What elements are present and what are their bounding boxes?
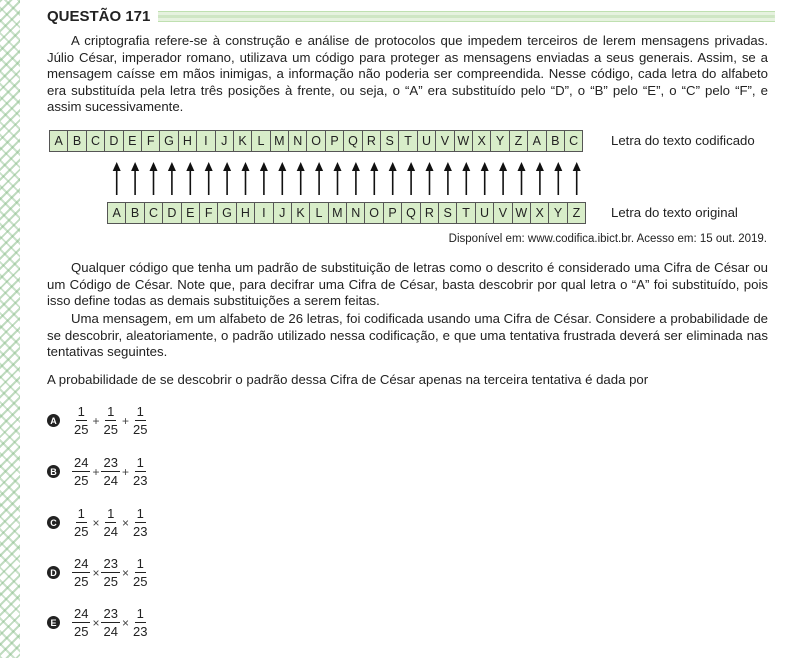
letter-cell: L: [251, 130, 270, 152]
letter-cell: P: [383, 202, 402, 224]
fraction: [72, 606, 90, 639]
letter-cell: A: [107, 202, 126, 224]
operator-symbol: +: [92, 413, 100, 428]
original-row-label: Letra do texto original: [611, 205, 738, 220]
option-c[interactable]: [47, 506, 149, 539]
fraction: [101, 556, 119, 589]
operator-symbol: +: [92, 464, 100, 479]
letter-cell: Y: [548, 202, 567, 224]
up-arrow-icon: [334, 162, 342, 195]
letter-cell: G: [159, 130, 178, 152]
fraction-denominator: 24: [103, 524, 118, 539]
operator-symbol: +: [121, 413, 129, 428]
option-d[interactable]: [47, 556, 149, 589]
operator-symbol: ×: [121, 615, 129, 630]
option-letter-badge: A: [47, 414, 60, 427]
letter-cell: B: [125, 202, 144, 224]
letter-cell: J: [215, 130, 234, 152]
letter-cell: O: [364, 202, 383, 224]
fraction-numerator: 24: [74, 556, 89, 571]
up-arrow-icon: [113, 162, 121, 195]
operator-symbol: +: [121, 464, 129, 479]
fraction: [72, 506, 90, 539]
up-arrow-icon: [242, 162, 250, 195]
letter-cell: V: [493, 202, 512, 224]
letter-cell: O: [306, 130, 325, 152]
fraction-numerator: 1: [136, 606, 144, 621]
fraction-denominator: 24: [103, 624, 118, 639]
fraction-numerator: 23: [103, 606, 118, 621]
coded-row-label: Letra do texto codificado: [611, 133, 755, 148]
letter-cell: A: [49, 130, 68, 152]
up-arrow-icon: [554, 162, 562, 195]
up-arrow-icon: [518, 162, 526, 195]
up-arrow-icon: [186, 162, 194, 195]
fraction-denominator: 25: [74, 624, 89, 639]
coded-letters-row: [49, 130, 583, 152]
letter-cell: N: [288, 130, 307, 152]
fraction-numerator: 1: [136, 404, 144, 419]
up-arrow-icon: [499, 162, 507, 195]
question-prompt: A probabilidade de se descobrir o padrão dessa Cifra de César apenas na terceira tentativa é dada por: [47, 372, 649, 387]
letter-cell: H: [236, 202, 255, 224]
fraction-numerator: 1: [107, 404, 115, 419]
letter-cell: E: [123, 130, 142, 152]
fraction-denominator: 23: [132, 473, 148, 488]
fraction: [101, 606, 119, 639]
paragraph-2: Qualquer código que tenha um padrão de substituição de letras como o descrito é considerado uma Cifra de César ou um Código de César. Note que, para decifrar uma Cifra de César, basta descobrir por qual letra o “A” foi substituído, pois isso define todas as demais substituições a serem feitas.: [47, 260, 768, 309]
question-title: QUESTÃO 171: [47, 7, 151, 25]
header-rule: [158, 11, 775, 22]
up-arrow-icon: [444, 162, 452, 195]
up-arrow-icon: [260, 162, 268, 195]
question-header: [47, 6, 775, 26]
letter-cell: E: [181, 202, 200, 224]
option-letter-badge: D: [47, 566, 60, 579]
letter-cell: I: [254, 202, 273, 224]
letter-cell: Y: [490, 130, 509, 152]
operator-symbol: ×: [92, 515, 100, 530]
fraction: [131, 606, 149, 639]
letter-cell: Z: [509, 130, 528, 152]
letter-cell: B: [546, 130, 565, 152]
letter-cell: R: [362, 130, 381, 152]
up-arrow-icon: [150, 162, 158, 195]
fraction: [101, 506, 119, 539]
fraction-denominator: 25: [74, 422, 89, 437]
letter-cell: S: [438, 202, 457, 224]
letter-cell: S: [380, 130, 399, 152]
fraction-denominator: 24: [103, 473, 118, 488]
letter-cell: M: [328, 202, 347, 224]
fraction-numerator: 1: [77, 404, 85, 419]
operator-symbol: ×: [121, 515, 129, 530]
up-arrow-icon: [352, 162, 360, 195]
letter-cell: D: [162, 202, 181, 224]
up-arrow-icon: [481, 162, 489, 195]
paragraph-3: Uma mensagem, em um alfabeto de 26 letras, foi codificada usando uma Cifra de César. Considere a probabilidade de se descobrir, aleatoriamente, o padrão utilizado nessa codificação, e que uma tentativa frustrada deverá ser eliminada nas tentativas seguintes.: [47, 311, 768, 360]
decorative-margin-strip: [0, 0, 20, 658]
letter-cell: I: [196, 130, 215, 152]
letter-cell: Z: [567, 202, 586, 224]
fraction-numerator: 1: [77, 506, 85, 521]
fraction-numerator: 24: [74, 606, 89, 621]
fraction: [101, 404, 119, 437]
letter-cell: F: [199, 202, 218, 224]
letter-cell: F: [141, 130, 160, 152]
fraction-numerator: 1: [136, 506, 144, 521]
fraction-numerator: 1: [107, 506, 115, 521]
letter-cell: V: [435, 130, 454, 152]
letter-cell: C: [144, 202, 163, 224]
letter-cell: U: [417, 130, 436, 152]
up-arrow-icon: [278, 162, 286, 195]
letter-cell: W: [512, 202, 531, 224]
fraction-denominator: 25: [132, 422, 148, 437]
fraction-numerator: 23: [103, 455, 118, 470]
up-arrow-icon: [370, 162, 378, 195]
letter-cell: W: [454, 130, 473, 152]
letter-cell: A: [527, 130, 546, 152]
up-arrow-icon: [315, 162, 323, 195]
option-b[interactable]: [47, 455, 149, 488]
fraction-denominator: 25: [103, 422, 118, 437]
up-arrow-icon: [168, 162, 176, 195]
letter-cell: X: [530, 202, 549, 224]
letter-cell: P: [325, 130, 344, 152]
fraction-denominator: 25: [74, 574, 89, 589]
letter-cell: C: [86, 130, 105, 152]
up-arrow-icon: [573, 162, 581, 195]
letter-cell: J: [273, 202, 292, 224]
letter-cell: U: [475, 202, 494, 224]
letter-cell: L: [309, 202, 328, 224]
fraction-denominator: 23: [132, 524, 148, 539]
letter-cell: Q: [343, 130, 362, 152]
fraction-denominator: 25: [74, 524, 89, 539]
letter-cell: T: [398, 130, 417, 152]
option-letter-badge: C: [47, 516, 60, 529]
letter-cell: N: [346, 202, 365, 224]
original-letters-row: [107, 202, 586, 224]
fraction-numerator: 1: [136, 556, 144, 571]
up-arrow-icon: [536, 162, 544, 195]
fraction-denominator: 25: [74, 473, 89, 488]
fraction: [131, 556, 149, 589]
source-citation: Disponível em: www.codifica.ibict.br. Acesso em: 15 out. 2019.: [448, 233, 767, 245]
fraction: [131, 455, 149, 488]
fraction-numerator: 23: [103, 556, 118, 571]
option-e[interactable]: [47, 606, 149, 639]
option-a[interactable]: [47, 404, 149, 437]
up-arrow-icon: [223, 162, 231, 195]
fraction-denominator: 25: [132, 574, 148, 589]
option-letter-badge: B: [47, 465, 60, 478]
fraction-denominator: 23: [132, 624, 148, 639]
up-arrow-icon: [389, 162, 397, 195]
fraction: [101, 455, 119, 488]
up-arrow-icon: [426, 162, 434, 195]
letter-cell: K: [233, 130, 252, 152]
letter-cell: T: [456, 202, 475, 224]
fraction-denominator: 25: [103, 574, 118, 589]
letter-cell: H: [178, 130, 197, 152]
letter-cell: Q: [401, 202, 420, 224]
operator-symbol: ×: [92, 565, 100, 580]
option-letter-badge: E: [47, 616, 60, 629]
letter-cell: R: [420, 202, 439, 224]
substitution-arrows: [107, 162, 609, 196]
fraction-numerator: 1: [136, 455, 144, 470]
up-arrow-icon: [131, 162, 139, 195]
letter-cell: M: [270, 130, 289, 152]
fraction: [131, 404, 149, 437]
operator-symbol: ×: [121, 565, 129, 580]
letter-cell: B: [67, 130, 86, 152]
up-arrow-icon: [297, 162, 305, 195]
letter-cell: K: [291, 202, 310, 224]
fraction: [72, 455, 90, 488]
letter-cell: G: [217, 202, 236, 224]
letter-cell: X: [472, 130, 491, 152]
fraction: [72, 556, 90, 589]
fraction: [72, 404, 90, 437]
operator-symbol: ×: [92, 615, 100, 630]
fraction-numerator: 24: [74, 455, 89, 470]
letter-cell: C: [564, 130, 583, 152]
intro-paragraph: A criptografia refere-se à construção e análise de protocolos que impedem terceiros de lerem mensagens privadas. Júlio César, imperador romano, utilizava um código para proteger as mensagens enviadas a seus generais. Assim, se a mensagem caísse em mãos inimigas, a informação não poderia ser compreendida. Nesse código, cada letra do alfabeto era substituída pela letra três posições à frente, ou seja, o “A” era substituído pelo “D”, o “B” pelo “E”, o “C” pelo “F”, e assim sucessivamente.: [47, 33, 768, 115]
up-arrow-icon: [205, 162, 213, 195]
letter-cell: D: [104, 130, 123, 152]
fraction: [131, 506, 149, 539]
up-arrow-icon: [407, 162, 415, 195]
up-arrow-icon: [462, 162, 470, 195]
